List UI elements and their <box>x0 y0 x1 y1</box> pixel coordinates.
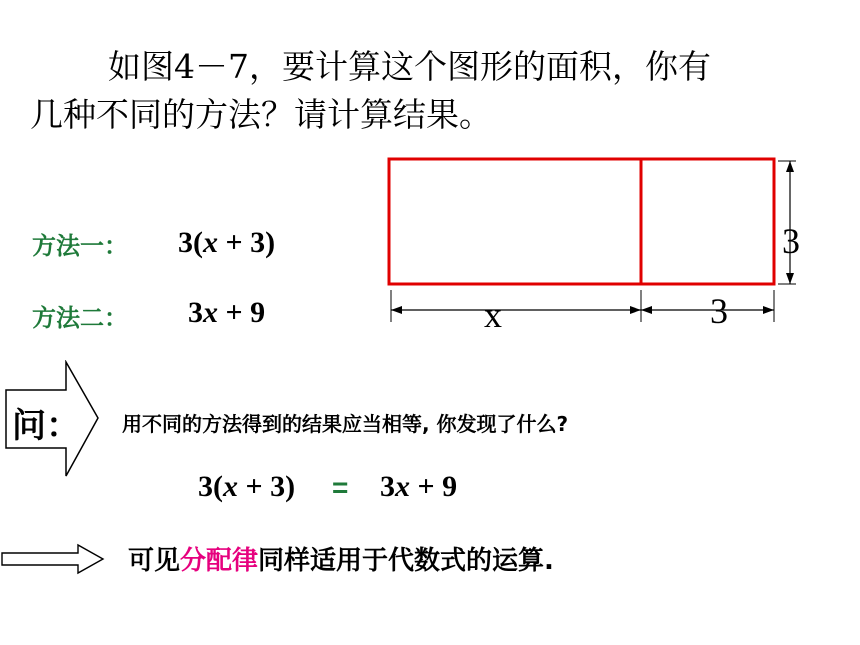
equation-equals: = <box>332 472 349 503</box>
conclusion-text: 可见分配律同样适用于代数式的运算. <box>128 546 554 576</box>
ask-text: 用不同的方法得到的结果应当相等, 你发现了什么? <box>122 412 569 436</box>
equation-right: 3x + 9 <box>380 470 458 503</box>
large-rectangle <box>389 159 641 284</box>
method-2-label: 方法二： <box>32 304 128 332</box>
bottom-dimension-line-3 <box>641 290 774 322</box>
question-line-1: 如图4－7，要计算这个图形的面积，你有 <box>108 47 711 86</box>
label-right-3: 3 <box>782 221 800 261</box>
label-bottom-3: 3 <box>710 291 728 331</box>
bottom-dimension-line-x <box>391 290 641 322</box>
conclusion-highlight: 分配律 <box>180 546 259 576</box>
method-1-label: 方法一： <box>32 232 128 260</box>
small-rectangle <box>641 159 774 284</box>
area-figure <box>380 150 820 340</box>
label-x: x <box>484 295 502 335</box>
conclusion-arrow-icon <box>0 542 106 576</box>
equation-left: 3(x + 3) <box>198 470 296 503</box>
method-1-expression: 3(x + 3) <box>178 226 276 259</box>
question-line-2: 几种不同的方法？请计算结果。 <box>30 95 492 134</box>
method-2-expression: 3x + 9 <box>188 296 266 329</box>
ask-label: 问： <box>12 406 80 446</box>
